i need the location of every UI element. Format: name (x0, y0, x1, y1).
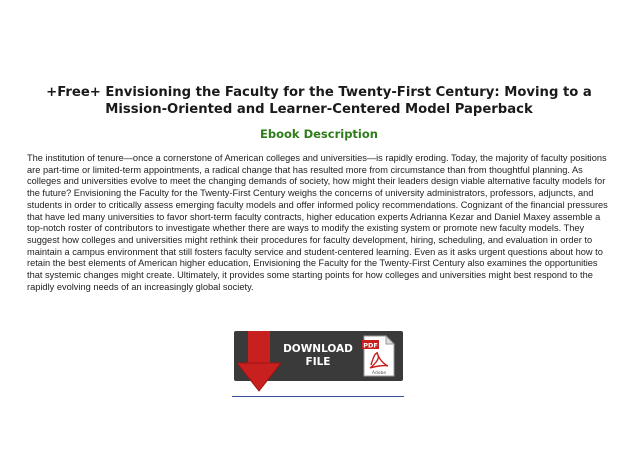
ebook-description: The institution of tenure—once a cornerstone of American colleges and universities—is rapidly eroding. Today, the majority of faculty positions are part-time or limited-term appointments, a radical change that has resulted more from circumstance than from thoughtful planning. As colleges and universities evolve to meet the changing demands of society, how might their leaders design viable alternative faculty models for the future? Envisioning the Faculty for the Twenty-First Century weighs the concerns of university administrators, professors, adjuncts, and students in order to critically assess emerging faculty models and offer informed policy recommendations. Cognizant of the financial pressures that have led many universities to favor short-term faculty contracts, higher education experts Adrianna Kezar and Daniel Maxey assemble a top-notch roster of contributors to investigate whether there are ways to modify the existing system or promote new faculty models. They suggest how colleges and universities might rethink their procedures for faculty development, hiring, scheduling, and evaluation in order to maintain a campus environment that still fosters faculty service and student-centered learning. Even as it asks urgent questions about how to retain the best elements of American higher education, Envisioning the Faculty for the Twenty-First Century also examines the opportunities that systemic changes might create. Ultimately, it provides some starting points for how colleges and universities might best respond to the rapidly evolving needs of an increasingly global society. (27, 153, 608, 292)
download-label (280, 343, 356, 369)
page-title: +Free+ Envisioning the Faculty for the Twenty-First Century: Moving to a Mission-Oriented and Learner-Centered Model Paperback (46, 85, 592, 117)
link-underline (232, 396, 404, 397)
download-file-button[interactable] (234, 331, 403, 381)
pdf-file-icon (362, 335, 396, 381)
pdf-label: PDF (363, 341, 378, 350)
adobe-label: Adobe (371, 371, 387, 376)
download-label-line2: FILE (305, 356, 331, 368)
section-heading: Ebook Description (260, 127, 378, 141)
download-label-line1: DOWNLOAD (283, 343, 353, 355)
down-arrow-icon (237, 331, 281, 397)
